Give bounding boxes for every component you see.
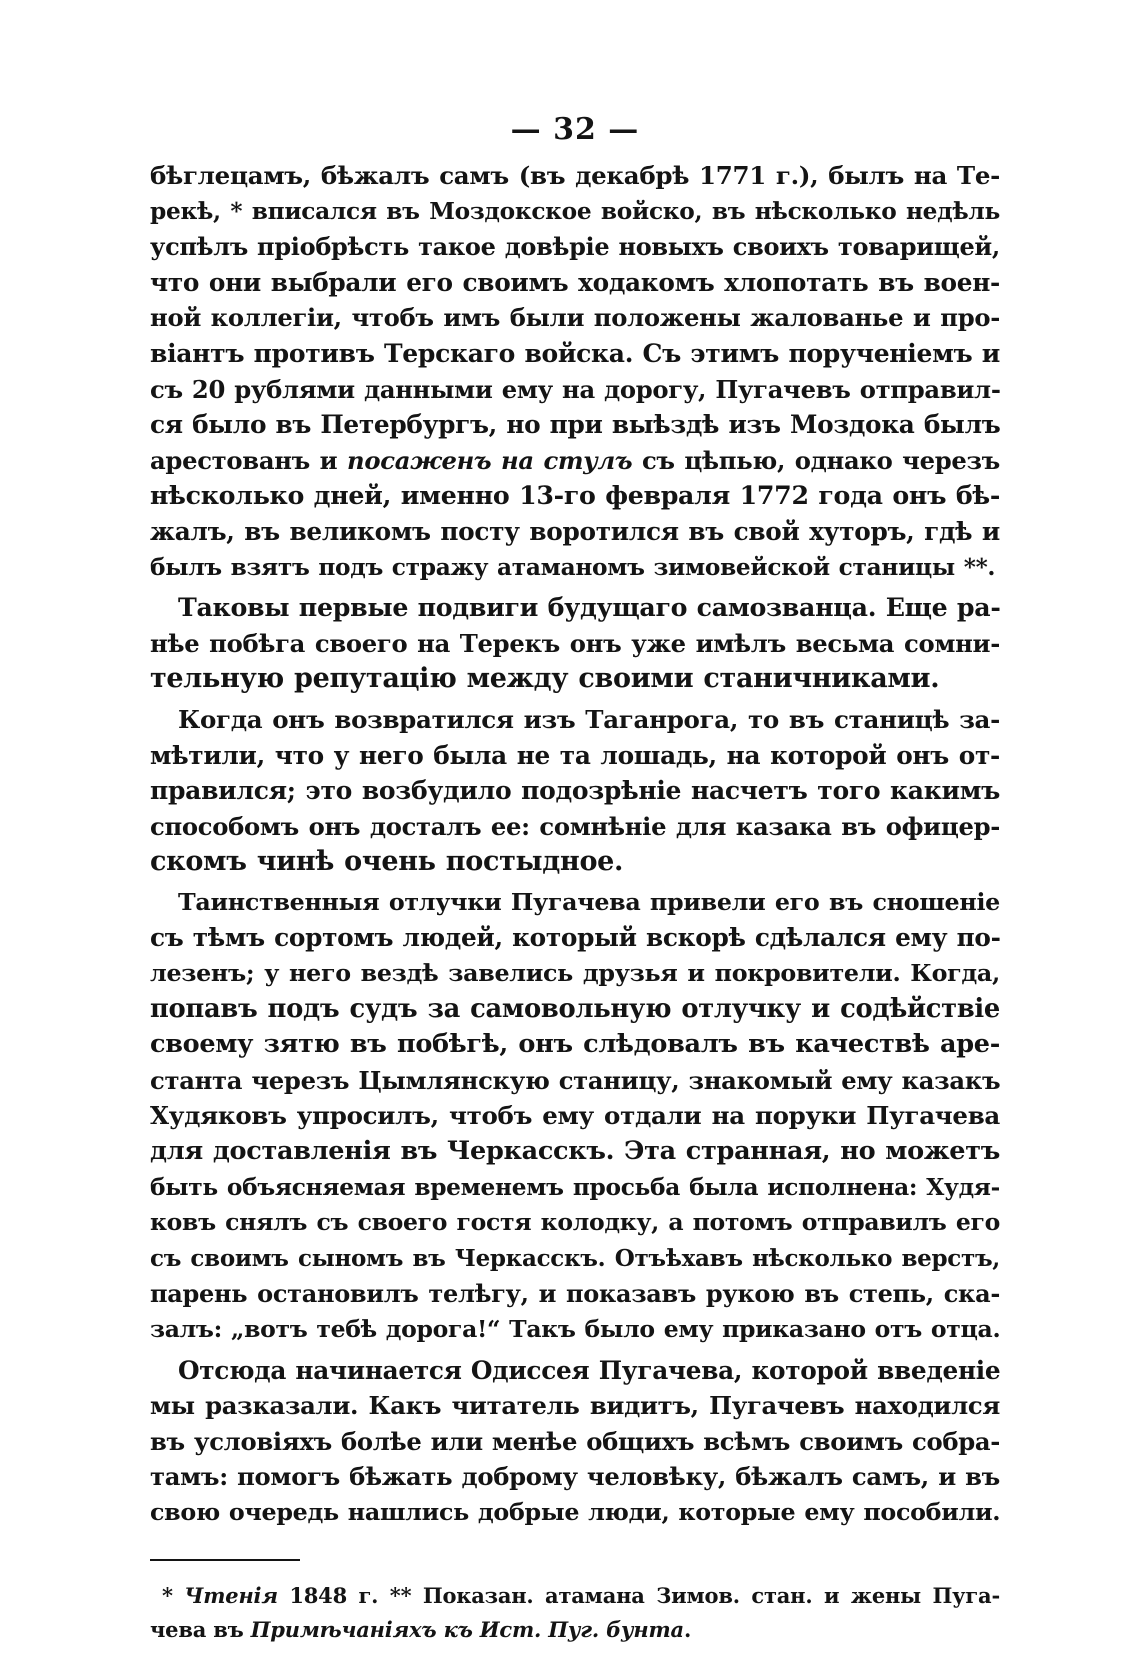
footnote-divider (150, 1559, 300, 1561)
text-line: станта черезъ Цымлянскую станицу, знакомый ему казакъ (150, 1065, 1001, 1095)
paragraph-4 (150, 885, 1000, 1348)
text-line: для доставленія въ Черкасскъ. Эта странная, но можетъ (150, 1136, 1000, 1167)
text-line: съ 20 рублями данными ему на дорогу, Пугачевъ отправил- (150, 374, 1001, 404)
text-line: правился; это возбудило подозрѣніе насчетъ того какимъ (150, 776, 1000, 806)
footnote-line-1 (150, 1579, 1000, 1613)
footnote-text: 1848 г. ** Показан. атамана Зимов. стан. и жены Пуга- (277, 1582, 1000, 1608)
text-line: ковъ снялъ съ своего гостя колодку, а потомъ отправилъ его (150, 1208, 1000, 1237)
text-line: своему зятю въ побѣгѣ, онъ слѣдовалъ въ качествѣ аре- (150, 1029, 1000, 1060)
footnote-mark: * (162, 1582, 173, 1608)
footnote-text: чева въ (150, 1616, 251, 1642)
footnote-text: . (683, 1616, 692, 1642)
text-line: скомъ чинѣ очень постыдное. (150, 846, 624, 878)
footnotes (150, 1579, 1000, 1647)
text-line: залъ: „вотъ тебѣ дорога!“ Такъ было ему приказано отъ отца. (150, 1315, 1001, 1343)
paragraph-1 (150, 158, 1000, 585)
text-line: парень остановилъ телѣгу, и показавъ рукою въ степь, ска- (150, 1279, 1000, 1309)
text-line: ной коллегіи, чтобъ имъ были положены жалованье и про- (150, 303, 1000, 333)
text-line: въ условіяхъ болѣе или менѣе общихъ всѣмъ своимъ собра- (150, 1426, 1001, 1456)
text-line: мы разказали. Какъ читатель видитъ, Пугачевъ находился (150, 1391, 1000, 1421)
paragraph-5 (150, 1353, 1000, 1531)
text-line: тельную репутацію между своими станичниками. (150, 663, 940, 695)
footnote-line-2 (150, 1613, 1000, 1647)
text-line: віантъ противъ Терскаго войска. Съ этимъ порученіемъ и (150, 338, 1001, 368)
text-line: Таковы первые подвиги будущаго самозванца. Еще ра- (178, 592, 1001, 623)
text-line: свою очередь нашлись добрые люди, которые ему пособили. (150, 1497, 1001, 1526)
text-line: лезенъ; у него вездѣ завелись друзья и покровители. Когда, (150, 959, 1000, 988)
paragraph-3 (150, 702, 1000, 880)
text-line: рекѣ, * вписался въ Моздокское войско, въ нѣсколько недѣль (150, 197, 1000, 225)
text-line: съ тѣмъ сортомъ людей, который вскорѣ сдѣлался ему по- (150, 923, 1001, 953)
text-line: попавъ подъ судъ за самовольную отлучку и содѣйствіе (150, 993, 1000, 1024)
body-text (150, 158, 1000, 1531)
text-line: бѣглецамъ, бѣжалъ самъ (въ декабрѣ 1771 г.), былъ на Те- (150, 161, 1000, 190)
footnote-source-title: Чтенія (184, 1582, 278, 1608)
book-page (150, 110, 1000, 1647)
text-line: нѣсколько дней, именно 13-го февраля 1772 года онъ бѣ- (150, 480, 1000, 511)
text-segment: арестованъ и (150, 445, 348, 475)
text-line-with-italic (150, 443, 1000, 479)
text-line: способомъ онъ досталъ ее: сомнѣніе для казака въ офицер- (150, 811, 1000, 841)
text-line: нѣе побѣга своего на Терекъ онъ уже имѣлъ весьма сомни- (150, 628, 1000, 658)
text-line: ся было въ Петербургъ, но при выѣздѣ изъ Моздока былъ (150, 410, 1001, 440)
paragraph-2 (150, 590, 1000, 697)
text-line: съ своимъ сыномъ въ Черкасскъ. Отъѣхавъ нѣсколько верстъ, (150, 1244, 1000, 1272)
text-segment: съ цѣпью, однако черезъ (632, 445, 1000, 475)
text-line: жалъ, въ великомъ посту воротился въ свой хуторъ, гдѣ и (150, 516, 1000, 546)
text-line: Отсюда начинается Одиссея Пугачева, которой введеніе (178, 1355, 1001, 1385)
text-line: тамъ: помогъ бѣжать доброму человѣку, бѣжалъ самъ, и въ (150, 1462, 1000, 1492)
text-line: мѣтили, что у него была не та лошадь, на которой онъ от- (150, 740, 1000, 770)
text-line: Таинственныя отлучки Пугачева привели его въ сношеніе (178, 887, 1000, 916)
text-line: былъ взятъ подъ стражу атаманомъ зимовейской станицы **. (150, 553, 996, 581)
italic-phrase: посаженъ на стулъ (347, 445, 633, 475)
footnote-source-title: Примѣчаніяхъ къ Ист. Пуг. бунта (250, 1616, 684, 1642)
page-number: — 32 — (510, 112, 640, 147)
text-line: Худяковъ упросилъ, чтобъ ему отдали на поруки Пугачева (150, 1101, 1000, 1131)
text-line: Когда онъ возвратился изъ Таганрога, то въ станицѣ за- (178, 704, 1000, 734)
text-line: успѣлъ пріобрѣсть такое довѣріе новыхъ своихъ товарищей, (150, 232, 1000, 262)
text-line: быть объясняемая временемъ просьба была исполнена: Худя- (150, 1173, 1000, 1201)
text-line: что они выбрали его своимъ ходакомъ хлопотать въ воен- (150, 267, 1000, 297)
